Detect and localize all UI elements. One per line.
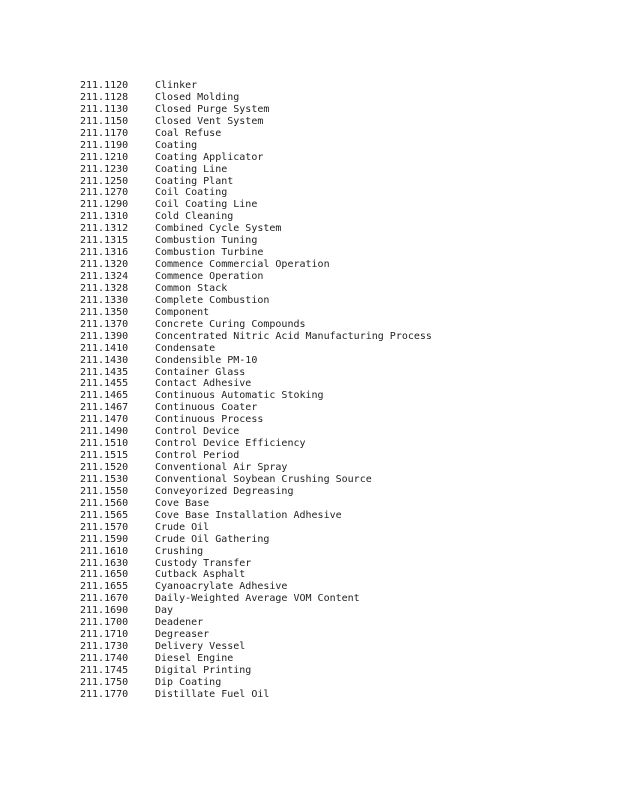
section-number: 211.1710	[80, 629, 129, 641]
list-item	[80, 307, 432, 319]
list-item	[80, 486, 432, 498]
section-number: 211.1435	[80, 366, 129, 378]
list-item	[80, 402, 432, 414]
list-item	[80, 390, 432, 402]
section-term: Coil Coating	[155, 187, 228, 199]
section-term: Cutback Asphalt	[155, 569, 246, 581]
section-number: 211.1467	[80, 402, 129, 414]
list-item	[80, 546, 432, 558]
section-term: Clinker	[155, 80, 198, 91]
section-term: Concentrated Nitric Acid Manufacturing Process	[155, 330, 432, 342]
section-term: Cold Cleaning	[155, 211, 234, 223]
section-term: Complete Combustion	[155, 294, 270, 306]
list-item	[80, 271, 432, 283]
section-term: Crushing	[155, 545, 204, 557]
section-term: Condensible PM-10	[155, 354, 258, 366]
section-number: 211.1130	[80, 103, 129, 115]
list-item	[80, 247, 432, 259]
section-term: Commence Operation	[155, 271, 264, 282]
section-term: Coil Coating Line	[155, 199, 258, 211]
list-item	[80, 605, 432, 617]
list-item	[80, 152, 432, 164]
list-item	[80, 498, 432, 510]
section-term: Concrete Curing Compounds	[155, 318, 306, 330]
section-number: 211.1510	[80, 438, 129, 450]
section-term: Control Device Efficiency	[155, 438, 306, 450]
section-number: 211.1690	[80, 605, 129, 617]
list-item	[80, 283, 432, 295]
section-number: 211.1170	[80, 127, 129, 139]
section-number: 211.1655	[80, 581, 129, 593]
section-number: 211.1520	[80, 462, 129, 473]
section-number: 211.1560	[80, 497, 129, 509]
section-number: 211.1745	[80, 664, 129, 676]
section-term: Coating Plant	[155, 175, 234, 187]
section-term: Crude Oil	[155, 521, 210, 533]
list-item	[80, 558, 432, 570]
section-term: Day	[155, 605, 174, 617]
section-term: Conventional Soybean Crushing Source	[155, 473, 372, 485]
section-number: 211.1390	[80, 330, 129, 342]
list-item	[80, 378, 432, 390]
section-list	[80, 80, 432, 701]
section-number: 211.1700	[80, 617, 129, 629]
section-term: Digital Printing	[155, 664, 252, 676]
section-number: 211.1565	[80, 509, 129, 521]
section-term: Closed Molding	[155, 91, 240, 103]
list-item	[80, 140, 432, 152]
section-term: Component	[155, 306, 210, 318]
list-item	[80, 665, 432, 677]
list-item	[80, 581, 432, 593]
section-term: Conventional Air Spray	[155, 462, 288, 473]
list-item	[80, 474, 432, 486]
section-number: 211.1120	[80, 80, 129, 91]
section-term: Conveyorized Degreasing	[155, 485, 294, 497]
section-term: Control Period	[155, 450, 240, 462]
list-item	[80, 343, 432, 355]
section-term: Coating Line	[155, 163, 228, 175]
section-term: Closed Purge System	[155, 103, 270, 115]
section-number: 211.1730	[80, 641, 129, 653]
list-item	[80, 355, 432, 367]
section-number: 211.1320	[80, 259, 129, 271]
section-term: Diesel Engine	[155, 653, 234, 664]
section-term: Cyanoacrylate Adhesive	[155, 581, 288, 593]
section-number: 211.1550	[80, 485, 129, 497]
list-item	[80, 450, 432, 462]
list-item	[80, 677, 432, 689]
section-number: 211.1740	[80, 653, 129, 664]
section-term: Combined Cycle System	[155, 223, 282, 235]
section-number: 211.1470	[80, 414, 129, 426]
list-item	[80, 295, 432, 307]
section-number: 211.1570	[80, 521, 129, 533]
section-number: 211.1150	[80, 115, 129, 127]
section-term: Contact Adhesive	[155, 378, 252, 390]
list-item	[80, 593, 432, 605]
section-number: 211.1750	[80, 676, 129, 688]
list-item	[80, 510, 432, 522]
section-number: 211.1128	[80, 91, 129, 103]
list-item	[80, 211, 432, 223]
section-term: Container Glass	[155, 366, 246, 378]
section-number: 211.1410	[80, 342, 129, 354]
list-item	[80, 164, 432, 176]
list-item	[80, 235, 432, 247]
section-number: 211.1770	[80, 688, 129, 700]
section-number: 211.1670	[80, 593, 129, 605]
list-item	[80, 414, 432, 426]
section-number: 211.1650	[80, 569, 129, 581]
section-number: 211.1310	[80, 211, 129, 223]
section-number: 211.1330	[80, 294, 129, 306]
section-number: 211.1370	[80, 318, 129, 330]
section-number: 211.1490	[80, 426, 129, 438]
list-item	[80, 187, 432, 199]
list-item	[80, 641, 432, 653]
section-term: Combustion Turbine	[155, 247, 264, 259]
section-term: Continuous Automatic Stoking	[155, 390, 324, 402]
list-item	[80, 199, 432, 211]
section-number: 211.1315	[80, 235, 129, 247]
list-item	[80, 522, 432, 534]
section-number: 211.1515	[80, 450, 129, 462]
section-term: Closed Vent System	[155, 115, 264, 127]
section-term: Continuous Process	[155, 414, 264, 426]
list-item	[80, 462, 432, 474]
section-term: Deadener	[155, 617, 204, 629]
section-term: Delivery Vessel	[155, 641, 246, 653]
list-item	[80, 319, 432, 331]
section-number: 211.1590	[80, 533, 129, 545]
section-number: 211.1312	[80, 223, 129, 235]
list-item	[80, 367, 432, 379]
section-number: 211.1210	[80, 151, 129, 163]
section-number: 211.1316	[80, 247, 129, 259]
section-term: Commence Commercial Operation	[155, 259, 330, 271]
section-term: Continuous Coater	[155, 402, 258, 414]
list-item	[80, 128, 432, 140]
list-item	[80, 80, 432, 92]
list-item	[80, 438, 432, 450]
section-number: 211.1350	[80, 306, 129, 318]
section-number: 211.1290	[80, 199, 129, 211]
list-item	[80, 116, 432, 128]
list-item	[80, 617, 432, 629]
section-term: Dip Coating	[155, 676, 222, 688]
section-number: 211.1630	[80, 557, 129, 569]
section-number: 211.1530	[80, 473, 129, 485]
section-term: Cove Base	[155, 497, 210, 509]
section-number: 211.1190	[80, 139, 129, 151]
list-item	[80, 426, 432, 438]
section-number: 211.1270	[80, 187, 129, 199]
section-term: Distillate Fuel Oil	[155, 688, 270, 700]
section-number: 211.1455	[80, 378, 129, 390]
list-item	[80, 259, 432, 271]
section-term: Degreaser	[155, 629, 210, 641]
list-item	[80, 92, 432, 104]
section-number: 211.1230	[80, 163, 129, 175]
section-term: Control Device	[155, 426, 240, 438]
list-item	[80, 653, 432, 665]
section-term: Coal Refuse	[155, 127, 222, 139]
section-term: Crude Oil Gathering	[155, 533, 270, 545]
section-number: 211.1324	[80, 271, 129, 282]
list-item	[80, 331, 432, 343]
section-term: Custody Transfer	[155, 557, 252, 569]
list-item	[80, 534, 432, 546]
section-term: Combustion Tuning	[155, 235, 258, 247]
list-item	[80, 104, 432, 116]
section-number: 211.1250	[80, 175, 129, 187]
section-term: Condensate	[155, 342, 216, 354]
section-number: 211.1610	[80, 545, 129, 557]
section-number: 211.1430	[80, 354, 129, 366]
list-item	[80, 569, 432, 581]
list-item	[80, 629, 432, 641]
section-term: Daily-Weighted Average VOM Content	[155, 593, 360, 605]
section-term: Common Stack	[155, 282, 228, 294]
list-item	[80, 176, 432, 188]
section-term: Coating Applicator	[155, 151, 264, 163]
list-item	[80, 223, 432, 235]
section-term: Coating	[155, 139, 198, 151]
list-item	[80, 689, 432, 701]
section-number: 211.1465	[80, 390, 129, 402]
section-number: 211.1328	[80, 282, 129, 294]
section-term: Cove Base Installation Adhesive	[155, 509, 342, 521]
